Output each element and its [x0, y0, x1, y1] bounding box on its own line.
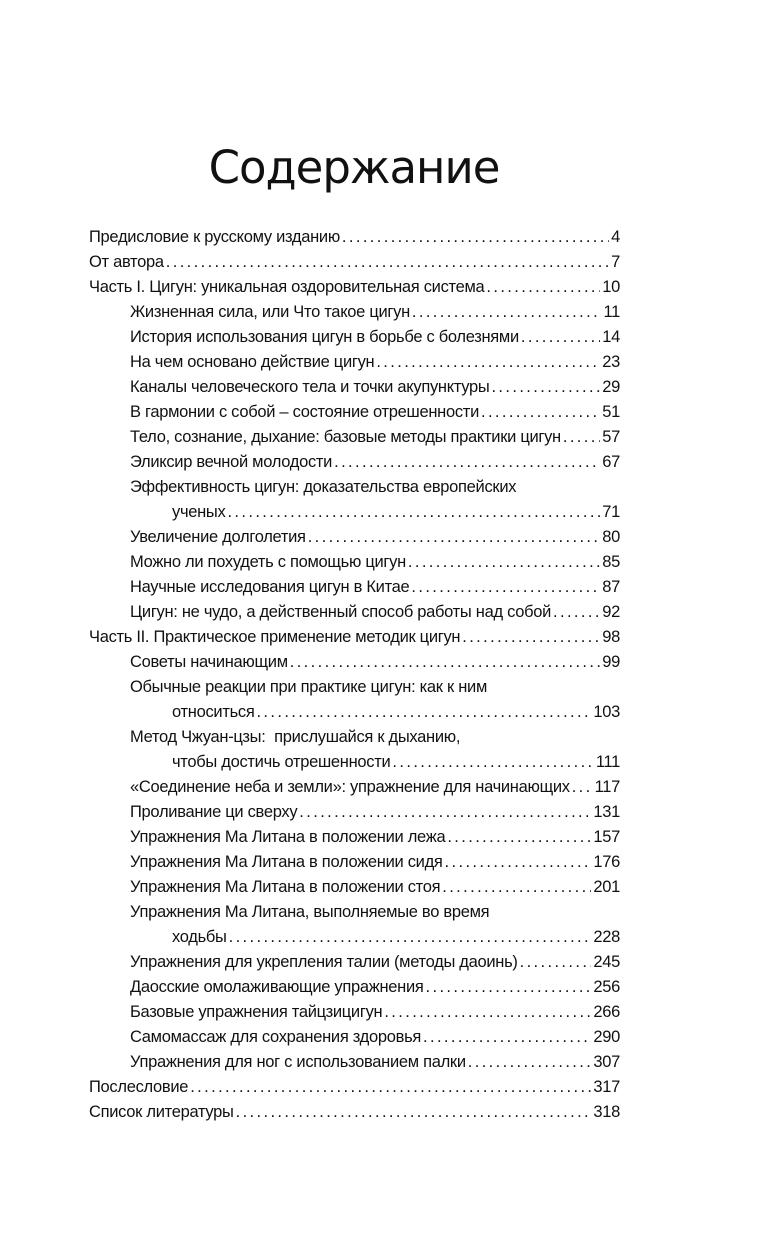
toc-page-number: 98: [602, 628, 620, 646]
toc-entry-title: Базовые упражнения тайцзицигун: [130, 1003, 383, 1021]
toc-leader-dots: [408, 550, 600, 575]
toc-entry: [89, 950, 620, 975]
toc-page-number: 85: [602, 553, 620, 571]
toc-entry-title: «Соединение неба и земли»: упражнение для начинающих: [130, 778, 570, 796]
toc-entry: [89, 300, 620, 325]
toc-leader-dots: [384, 1000, 591, 1025]
toc-page-number: 307: [593, 1053, 620, 1071]
toc-entry-title: От автора: [89, 253, 164, 271]
toc-entry: [89, 375, 620, 400]
toc-page-number: 92: [602, 603, 620, 621]
toc-entry: [89, 350, 620, 375]
toc-entry: [89, 525, 620, 550]
toc-entry-title: чтобы достичь отрешенности: [172, 753, 391, 771]
toc-leader-dots: [423, 1025, 591, 1050]
toc-page-number: 71: [602, 503, 620, 521]
page-title: Содержание: [208, 141, 500, 194]
toc-page-number: 290: [593, 1028, 620, 1046]
toc-page-number: 157: [593, 828, 620, 846]
toc-leader-dots: [520, 950, 592, 975]
toc-page-number: 87: [602, 578, 620, 596]
toc-entry-title: Проливание ци сверху: [130, 803, 298, 821]
toc-entry-continuation: [89, 750, 620, 775]
toc-entry-title: Эликсир вечной молодости: [130, 453, 333, 471]
toc-leader-dots: [572, 775, 593, 800]
toc-page-number: 10: [602, 278, 620, 296]
toc-entry-title: ученых: [172, 503, 226, 521]
toc-entry: [89, 775, 620, 800]
toc-entry-title: ходьбы: [172, 928, 227, 946]
toc-entry-title: Тело, сознание, дыхание: базовые методы практики цигун: [130, 428, 561, 446]
toc-entry-title: Жизненная сила, или Что такое цигун: [130, 303, 410, 321]
toc-page-number: 67: [602, 453, 620, 471]
toc-entry-title: Упражнения Ма Литана в положении лежа: [130, 828, 446, 846]
toc-leader-dots: [468, 1050, 592, 1075]
toc-leader-dots: [553, 600, 600, 625]
toc-page-number: 57: [602, 428, 620, 446]
toc-leader-dots: [447, 825, 591, 850]
toc-leader-dots: [227, 500, 600, 525]
toc-leader-dots: [491, 375, 600, 400]
toc-leader-dots: [308, 525, 601, 550]
toc-entry: [89, 250, 620, 275]
toc-entry-title: Самомассаж для сохранения здоровья: [130, 1028, 422, 1046]
toc-entry-continuation: [89, 500, 620, 525]
toc-leader-dots: [392, 750, 593, 775]
toc-entry-title: Упражнения Ма Литана в положении сидя: [130, 853, 443, 871]
toc-page-number: 201: [593, 878, 620, 896]
toc-leader-dots: [256, 700, 591, 725]
toc-entry-continuation: [89, 700, 620, 725]
toc-entry: [89, 650, 620, 675]
toc-page-number: 317: [593, 1078, 620, 1096]
toc-page-number: 7: [611, 253, 620, 271]
table-of-contents: [89, 225, 620, 1125]
toc-entry-title: История использования цигун в борьбе с болезнями: [130, 328, 519, 346]
toc-entry: [89, 425, 620, 450]
toc-entry-title: В гармонии с собой – состояние отрешенности: [130, 403, 479, 421]
toc-entry-title: Послесловие: [89, 1078, 189, 1096]
toc-entry-first-line: [89, 675, 620, 700]
toc-entry: [89, 1025, 620, 1050]
toc-page-number: 245: [593, 953, 620, 971]
toc-entry: [89, 400, 620, 425]
toc-entry: [89, 625, 620, 650]
toc-page-number: 51: [602, 403, 620, 421]
toc-entry: [89, 850, 620, 875]
toc-entry: [89, 450, 620, 475]
toc-entry: [89, 975, 620, 1000]
toc-entry: [89, 325, 620, 350]
toc-entry: [89, 550, 620, 575]
toc-entry-continuation: [89, 925, 620, 950]
toc-page-number: 256: [593, 978, 620, 996]
toc-entry-title: На чем основано действие цигун: [130, 353, 375, 371]
toc-page-number: 176: [593, 853, 620, 871]
toc-leader-dots: [481, 400, 600, 425]
toc-entry-title: Даосские омолаживающие упражнения: [130, 978, 424, 996]
toc-entry-first-line: [89, 725, 620, 750]
toc-entry: [89, 1075, 620, 1100]
toc-page-number: 103: [593, 703, 620, 721]
toc-entry-title: относиться: [172, 703, 255, 721]
toc-page-number: 228: [593, 928, 620, 946]
toc-leader-dots: [229, 925, 592, 950]
toc-page-number: 80: [602, 528, 620, 546]
toc-entry-title: Упражнения Ма Литана, выполняемые во время: [130, 903, 490, 921]
toc-entry: [89, 825, 620, 850]
toc-page-number: 14: [602, 328, 620, 346]
toc-entry-title: Упражнения для укрепления талии (методы даоинь): [130, 953, 518, 971]
toc-leader-dots: [299, 800, 591, 825]
toc-leader-dots: [236, 1100, 592, 1125]
toc-leader-dots: [442, 875, 591, 900]
toc-leader-dots: [166, 250, 609, 275]
toc-entry: [89, 575, 620, 600]
toc-leader-dots: [334, 450, 600, 475]
toc-entry: [89, 275, 620, 300]
toc-entry-title: Увеличение долголетия: [130, 528, 306, 546]
toc-leader-dots: [445, 850, 592, 875]
toc-entry-title: Предисловие к русскому изданию: [89, 228, 340, 246]
toc-entry-title: Советы начинающим: [130, 653, 288, 671]
toc-entry-first-line: [89, 900, 620, 925]
toc-entry: [89, 600, 620, 625]
toc-page-number: 4: [611, 228, 620, 246]
toc-leader-dots: [376, 350, 600, 375]
toc-entry: [89, 875, 620, 900]
toc-entry-title: Упражнения Ма Литана в положении стоя: [130, 878, 441, 896]
toc-entry: [89, 1050, 620, 1075]
toc-entry-title: Можно ли похудеть с помощью цигун: [130, 553, 406, 571]
toc-page-number: 99: [602, 653, 620, 671]
toc-entry-first-line: [89, 475, 620, 500]
toc-leader-dots: [462, 625, 600, 650]
toc-entry-title: Упражнения для ног с использованием палки: [130, 1053, 466, 1071]
toc-entry-title: Цигун: не чудо, а действенный способ работы над собой: [130, 603, 552, 621]
toc-leader-dots: [521, 325, 600, 350]
toc-entry-title: Список литературы: [89, 1103, 234, 1121]
toc-page-number: 23: [602, 353, 620, 371]
toc-entry-title: Научные исследования цигун в Китае: [130, 578, 410, 596]
toc-leader-dots: [342, 225, 609, 250]
toc-entry-title: Эффективность цигун: доказательства европейских: [130, 478, 517, 496]
toc-page-number: 131: [593, 803, 620, 821]
toc-entry: [89, 1100, 620, 1125]
toc-page-number: 117: [594, 778, 620, 796]
toc-leader-dots: [486, 275, 600, 300]
toc-page-number: 11: [603, 303, 620, 321]
toc-leader-dots: [412, 300, 602, 325]
toc-entry: [89, 1000, 620, 1025]
toc-entry-title: Часть I. Цигун: уникальная оздоровительная система: [89, 278, 485, 296]
toc-entry-title: Каналы человеческого тела и точки акупунктуры: [130, 378, 490, 396]
toc-leader-dots: [426, 975, 592, 1000]
toc-entry: [89, 800, 620, 825]
toc-page-number: 29: [602, 378, 620, 396]
toc-leader-dots: [411, 575, 600, 600]
toc-page-number: 318: [593, 1103, 620, 1121]
toc-page-number: 266: [593, 1003, 620, 1021]
toc-entry: [89, 225, 620, 250]
toc-leader-dots: [563, 425, 600, 450]
toc-page-number: 111: [595, 753, 620, 771]
toc-leader-dots: [290, 650, 600, 675]
toc-entry-title: Метод Чжуан-цзы: прислушайся к дыханию,: [130, 728, 461, 746]
toc-entry-title: Часть II. Практическое применение методик цигун: [89, 628, 461, 646]
toc-entry-title: Обычные реакции при практике цигун: как к ним: [130, 678, 487, 696]
toc-leader-dots: [190, 1075, 591, 1100]
